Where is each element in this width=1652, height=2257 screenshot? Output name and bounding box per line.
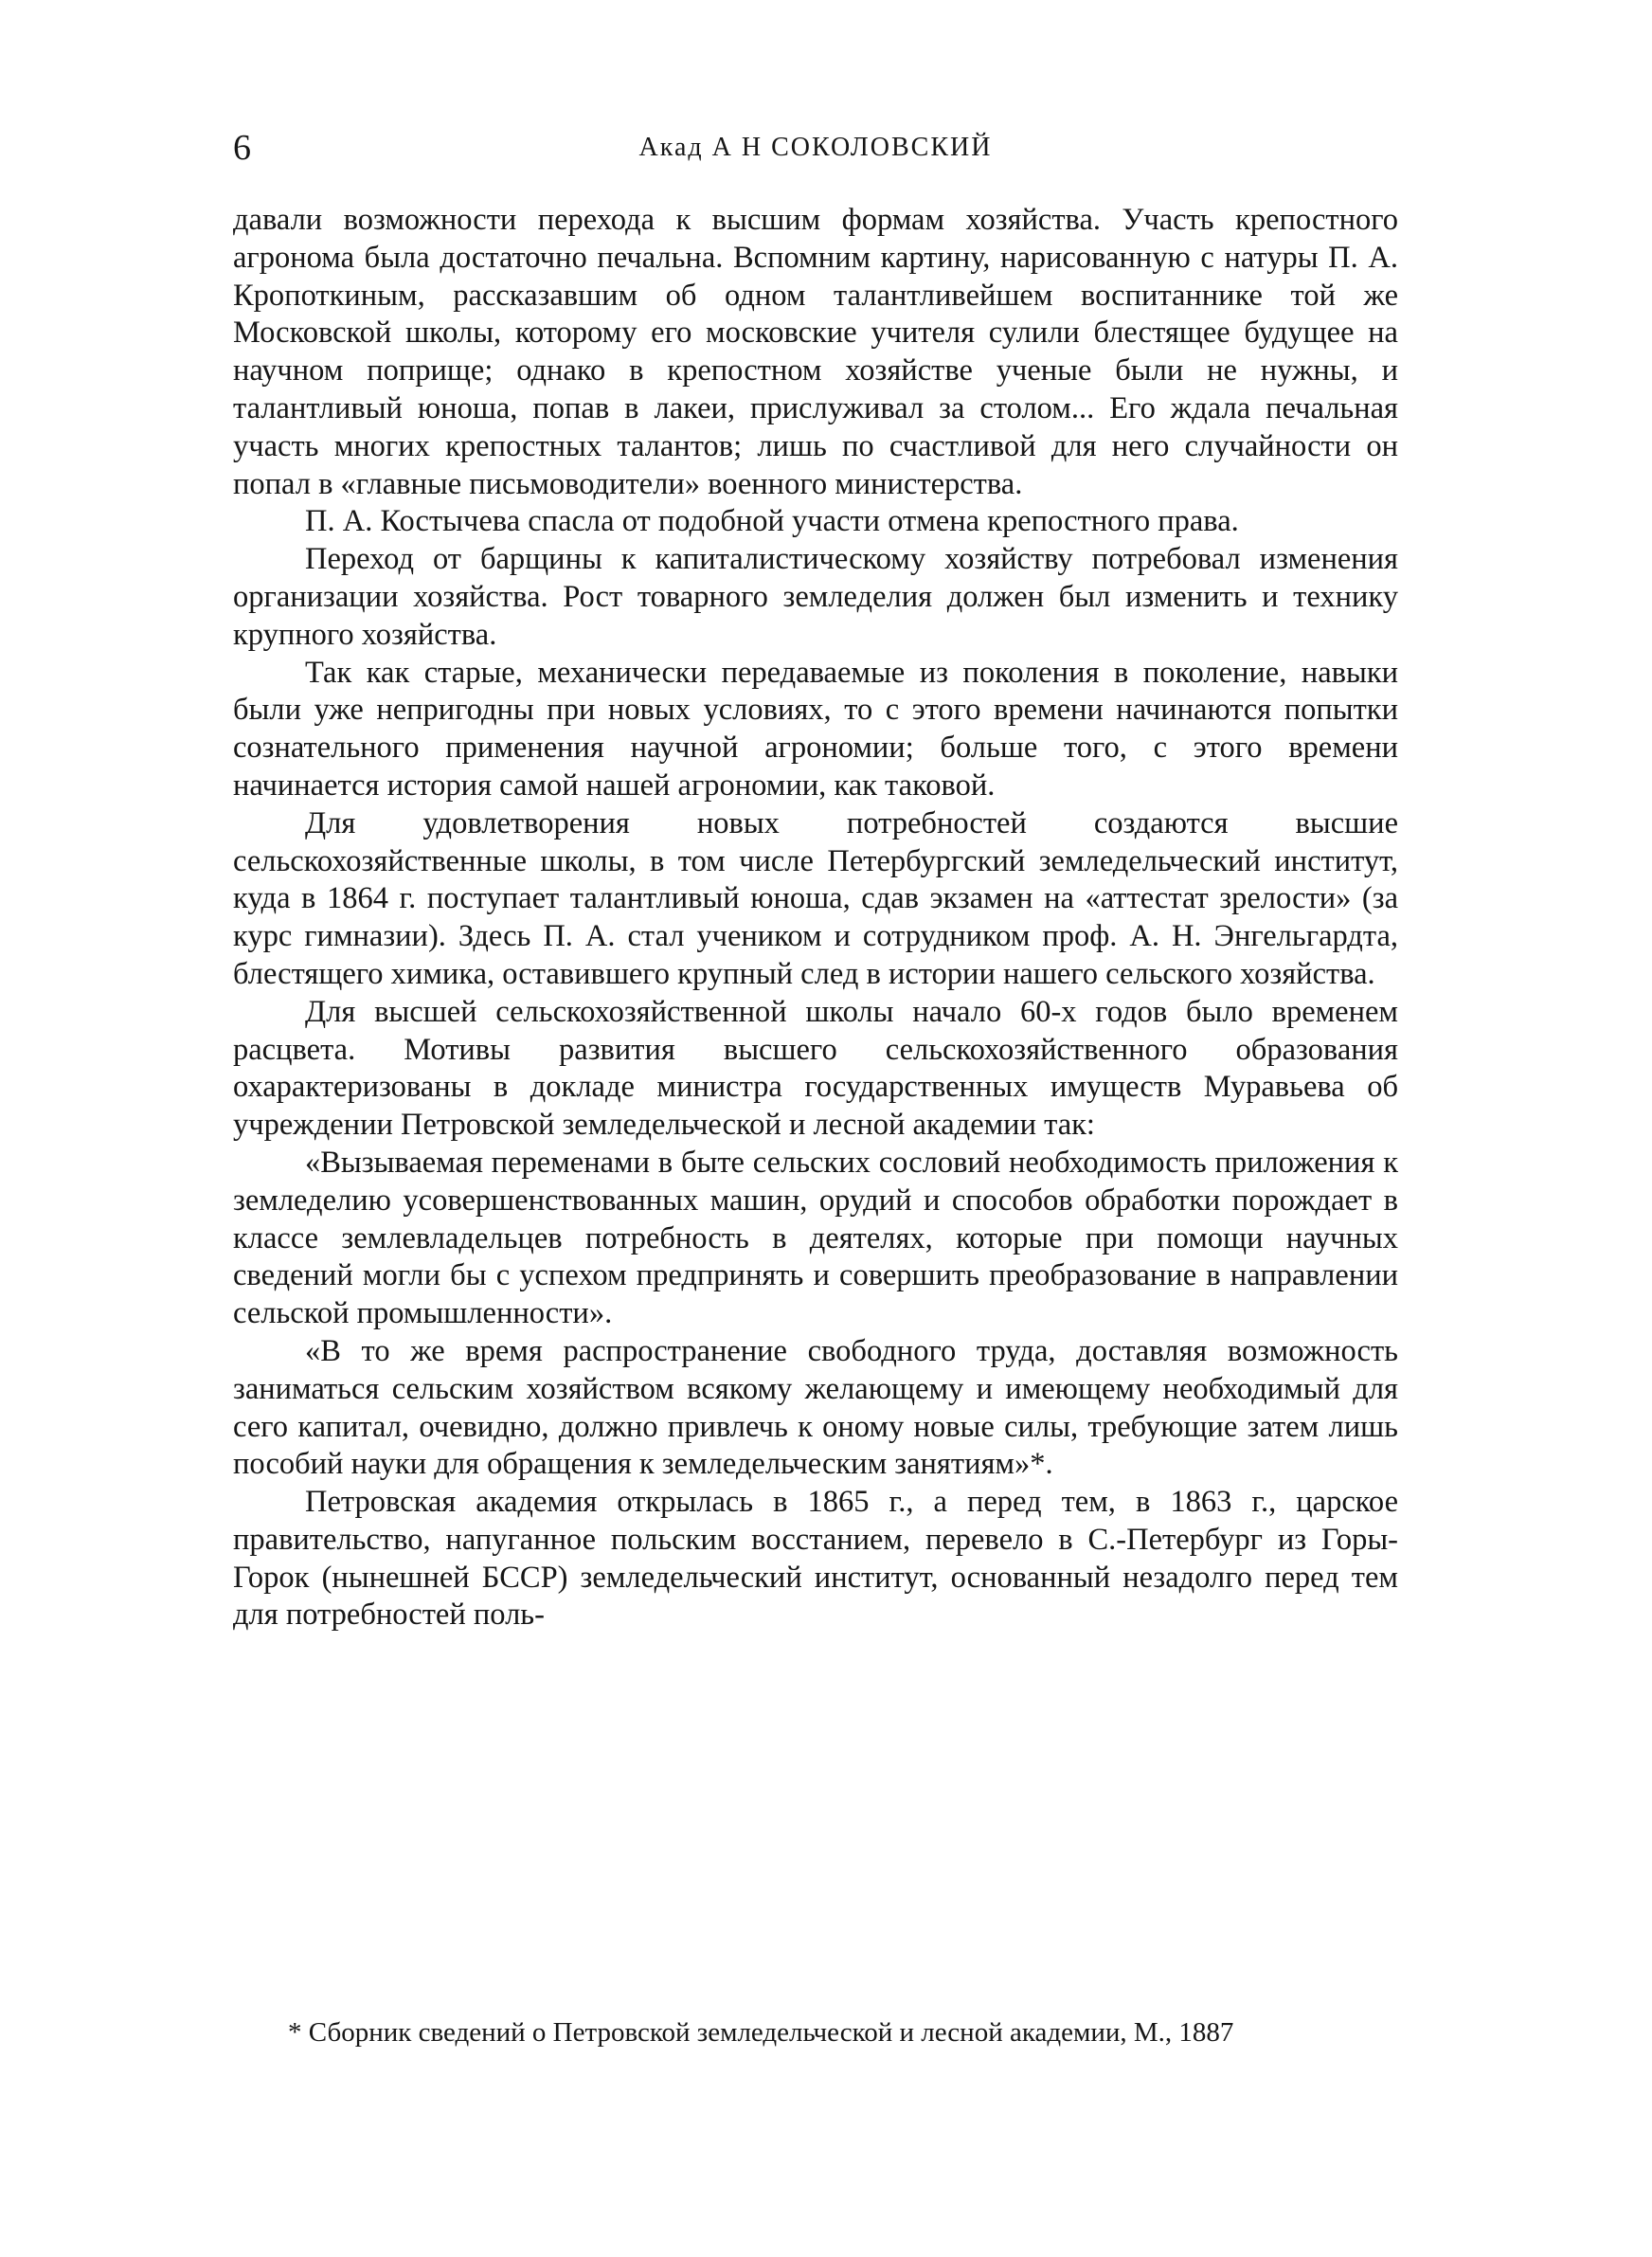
paragraph: Переход от барщины к капиталистическому хозяйству потребовал изменения организации хозяйства. Рост товарного земледелия должен был изменить и технику крупного хозяйства. <box>233 542 1398 652</box>
paragraph: Для высшей сельскохозяйственной школы начало 60-х годов было временем расцвета. Мотивы развития высшего сельскохозяйственного образования охарактеризованы в докладе министра государственных имуществ Муравьева об учреждении Петровской земледельческой и лесной академии так: <box>233 994 1398 1143</box>
quote-paragraph: «В то же время распространение свободного труда, доставляя возможность заниматься сельским хозяйством всякому желающему и имеющему необходимый для сего капитал, очевидно, должно привлечь к оному новые силы, требующие затем лишь пособий науки для обращения к земледельческим занятиям»*. <box>233 1333 1398 1482</box>
paragraph: Так как старые, механически передаваемые из поколения в поколение, навыки были уже непригодны при новых условиях, то с этого времени начинаются попытки сознательного применения научной агрономии; больше того, с этого времени начинается история самой нашей агрономии, как таковой. <box>233 655 1398 803</box>
paragraph: Петровская академия открылась в 1865 г., а перед тем, в 1863 г., царское правительство, напуганное польским восстанием, перевело в С.-Петербург из Горы-Горок (нынешней БССР) земледельческий институт, основанный незадолго перед тем для потребностей поль- <box>233 1485 1398 1633</box>
quote-paragraph: «Вызываемая переменами в быте сельских сословий необходимость приложения к земледелию усовершенствованных машин, орудий и способов обработки порождает в классе землевладельцев потребность в деятелях, которые при помощи научных сведений могли бы с успехом предпринять и совершить преобразование в направлении сельской промышленности». <box>233 1145 1398 1331</box>
footnote-marker: * <box>288 2017 302 2048</box>
paragraph: Для удовлетворения новых потребностей создаются высшие сельскохозяйственные школы, в том числе Петербургский земледельческий институт, куда в 1864 г. поступает талантливый юноша, сдав экзамен на «аттестат зрелости» (за курс гимназии). Здесь П. А. стал учеником и сотрудником проф. А. Н. Энгельгардта, блестящего химика, оставившего крупный след в истории нашего сельского хозяйства. <box>233 805 1398 991</box>
footnote-text: Сборник сведений о Петровской земледельческой и лесной академии, М., 1887 <box>308 2017 1234 2048</box>
paragraph: давали возможности перехода к высшим формам хозяйства. Участь крепостного агронома была достаточно печальна. Вспомним картину, нарисованную с натуры П. А. Кропоткиным, рассказавшим об одном талантливейшем воспитаннике той же Московской школы, которому его московские учителя сулили блестящее будущее на научном поприще; однако в крепостном хозяйстве ученые были не нужны, и талантливый юноша, попав в лакеи, прислуживал за столом... Его ждала печальная участь многих крепостных талантов; лишь по счастливой для него случайности он попал в «главные письмоводители» военного министерства. <box>233 203 1398 501</box>
page-number: 6 <box>233 128 251 168</box>
page-header <box>233 119 1398 176</box>
body-text <box>233 202 1398 1634</box>
running-head: Акад А Н СОКОЛОВСКИЙ <box>638 133 993 162</box>
paragraph: П. А. Костычева спасла от подобной участи отмена крепостного права. <box>305 504 1239 539</box>
footnote <box>233 2015 1398 2049</box>
